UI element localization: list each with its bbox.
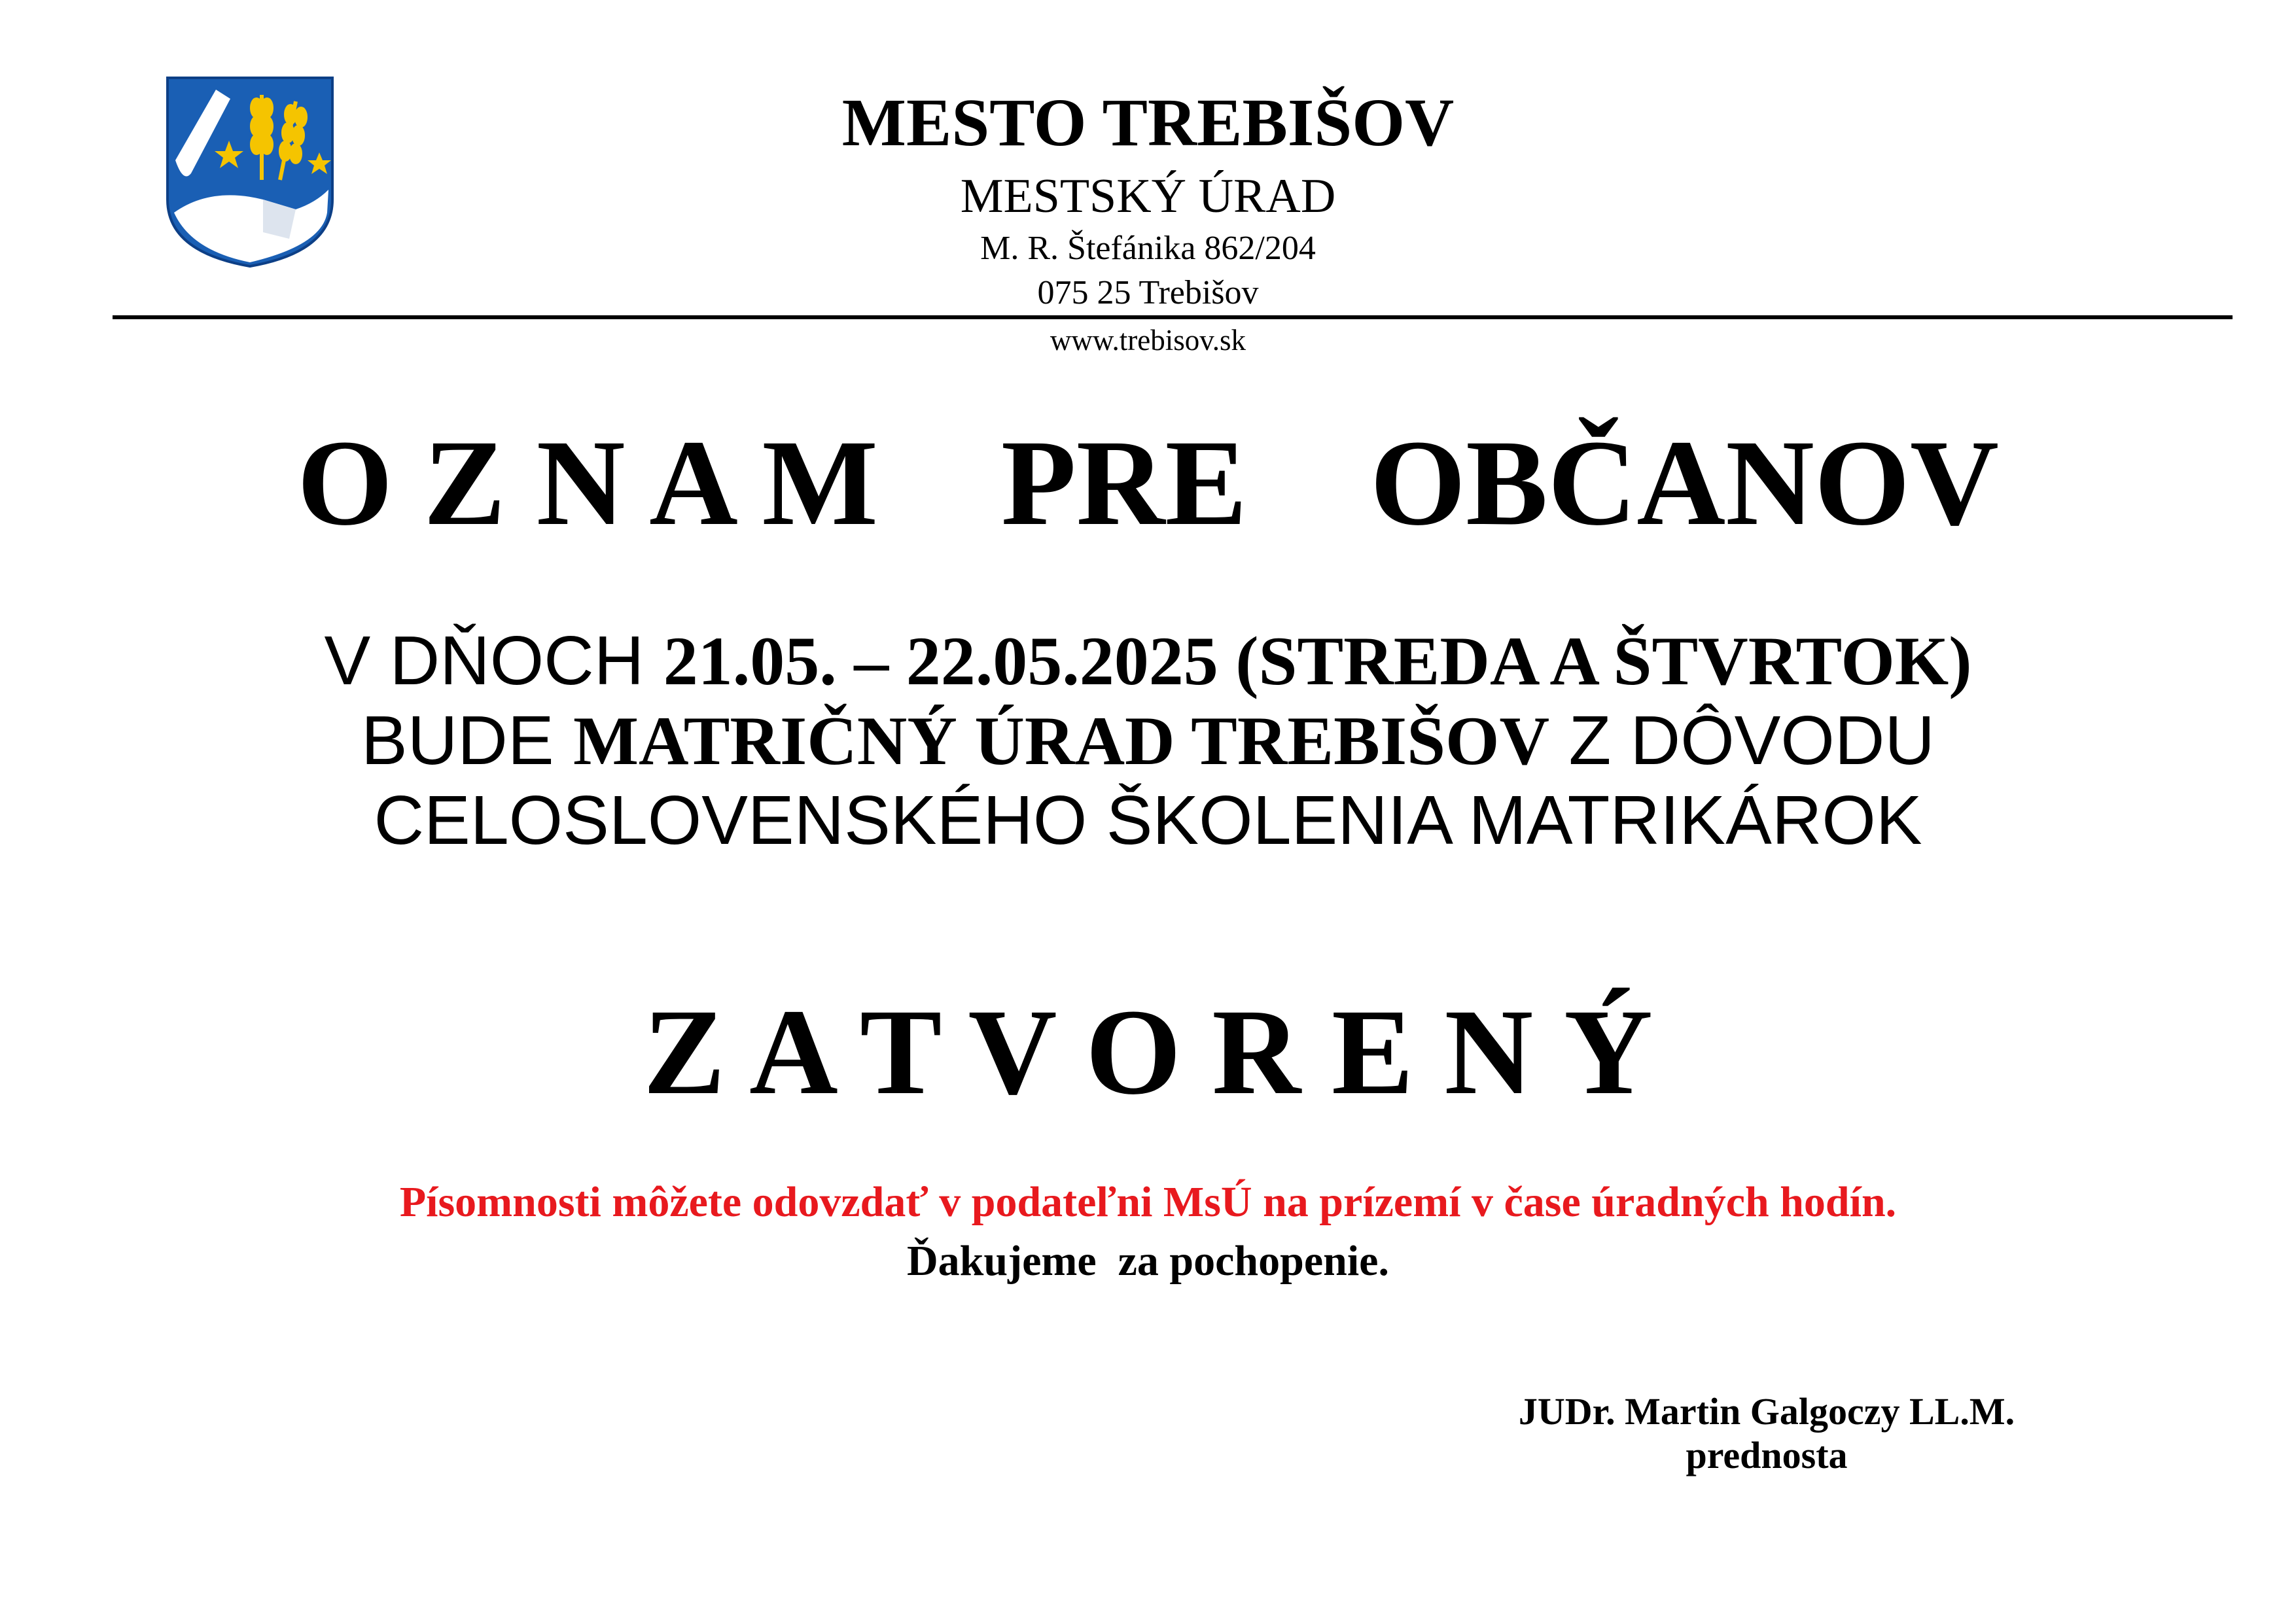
announcement-office: MATRIČNÝ ÚRAD TREBIŠOV — [573, 702, 1550, 779]
signature-role: prednosta — [1686, 1433, 1848, 1476]
filing-notice: Písomnosti môžete odovzdať v podateľni MsÚ na prízemí v čase úradných hodín. — [399, 1178, 1897, 1226]
announcement-line-3: CELOSLOVENSKÉHO ŠKOLENIA MATRIKÁROK — [374, 781, 1922, 859]
announcement-prefix: V DŇOCH — [324, 622, 663, 699]
signature-name: JUDr. Martin Galgoczy LL.M. — [1518, 1390, 2015, 1433]
closed-heading: Z A T V O R E N Ý — [643, 983, 1653, 1120]
announcement-reason-prefix: Z DÔVODU — [1549, 701, 1935, 779]
announcement-bude: BUDE — [361, 701, 573, 779]
announcement-line-2 — [0, 701, 2296, 781]
thanks-text: Ďakujeme za pochopenie. — [907, 1237, 1389, 1285]
zip-city: 075 25 Trebišov — [1037, 274, 1259, 311]
website-link[interactable]: www.trebisov.sk — [1050, 324, 1246, 357]
announcement-text — [0, 621, 2296, 861]
notice-title: O Z N A M PRE OBČANOV — [297, 414, 1999, 551]
street-address: M. R. Štefánika 862/204 — [980, 230, 1316, 267]
city-name: MESTO TREBIŠOV — [841, 85, 1455, 160]
header-divider — [113, 315, 2233, 319]
office-name: MESTSKÝ ÚRAD — [960, 169, 1336, 223]
announcement-dates: 21.05. – 22.05.2025 (STREDA A ŠTVRTOK) — [663, 623, 1972, 699]
announcement-line-1 — [0, 621, 2296, 701]
signature-block — [1439, 1390, 2094, 1477]
